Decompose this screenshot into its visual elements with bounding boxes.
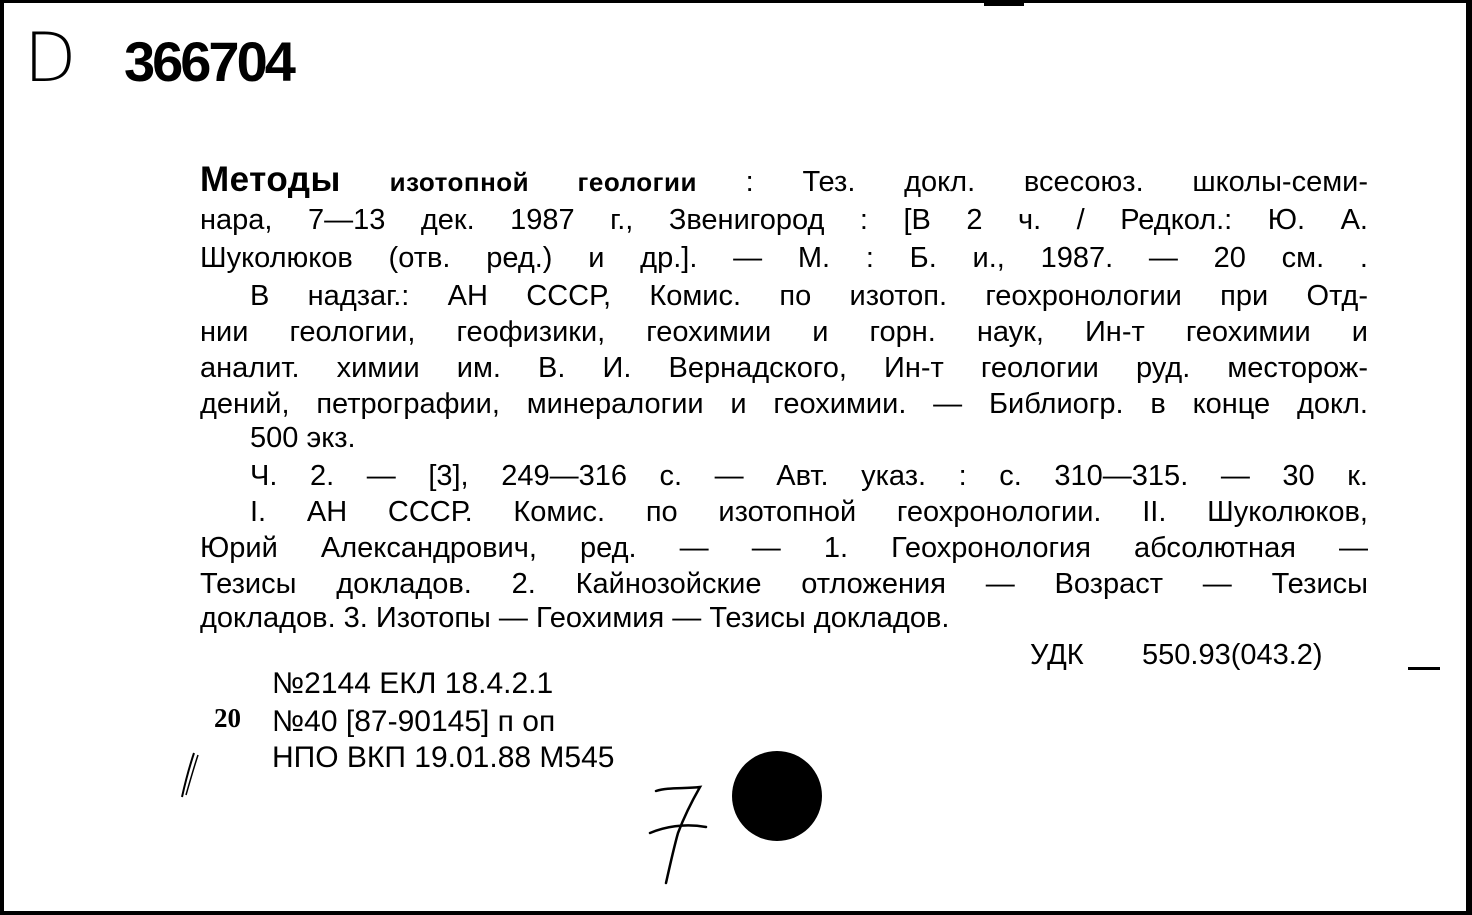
entry-line-1 [200, 160, 1369, 199]
entry-line-13: докладов. 3. Изотопы — Геохимия — Тезисы докладов. [200, 602, 950, 634]
entry-line-4: В надзаг.: АН СССР, Комис. по изотоп. геохронологии при Отд- [250, 280, 1368, 312]
card-number: 366704 [124, 30, 293, 93]
entry-line-10: I. АН СССР. Комис. по изотопной геохронологии. II. Шуколюков, [250, 496, 1368, 528]
margin-number: 20 [214, 703, 241, 733]
udk-value: 550.93(043.2) [1142, 639, 1323, 671]
entry-title-rest: изотопной геологии [389, 167, 697, 197]
meta-line-2: №40 [87-90145] п оп [272, 705, 556, 738]
entry-line-3: Шуколюков (отв. ред.) и др.]. — М. : Б. и., 1987. — 20 см. . [200, 242, 1368, 274]
punch-dot [732, 751, 822, 841]
entry-line-7: дений, петрографии, минералогии и геохимии. — Библиогр. в конце докл. [200, 388, 1368, 420]
dash-mark [1408, 667, 1440, 670]
entry-line-9: Ч. 2. — [3], 249—316 с. — Авт. указ. : с. 310—315. — 30 к. [250, 460, 1368, 492]
entry-line-11: Юрий Александрович, ред. — — 1. Геохронология абсолютная — [200, 532, 1368, 564]
entry-line-12: Тезисы докладов. 2. Кайнозойские отложения — Возраст — Тезисы [200, 568, 1368, 600]
entry-title-main: Методы [200, 160, 341, 199]
udk-label: УДК [1030, 639, 1084, 671]
entry-line-8: 500 экз. [250, 422, 356, 454]
handwritten-seven-icon [644, 781, 724, 891]
meta-line-1: №2144 ЕКЛ 18.4.2.1 [272, 667, 554, 700]
entry-line-5: нии геологии, геофизики, геохимии и горн. наук, Ин-т геохимии и [200, 316, 1368, 348]
entry-line-6: аналит. химии им. В. И. Вернадского, Ин-т геологии руд. месторож- [200, 352, 1368, 384]
entry-line-text: : Тез. докл. всесоюз. школы-семи- [745, 166, 1369, 198]
handwritten-stroke-icon [176, 751, 206, 801]
card-letter: D [24, 19, 77, 98]
top-edge-mark [984, 3, 1024, 6]
meta-line-3: НПО ВКП 19.01.88 М545 [272, 741, 615, 774]
entry-line-2: нара, 7—13 дек. 1987 г., Звенигород : [В 2 ч. / Редкол.: Ю. А. [200, 204, 1368, 236]
